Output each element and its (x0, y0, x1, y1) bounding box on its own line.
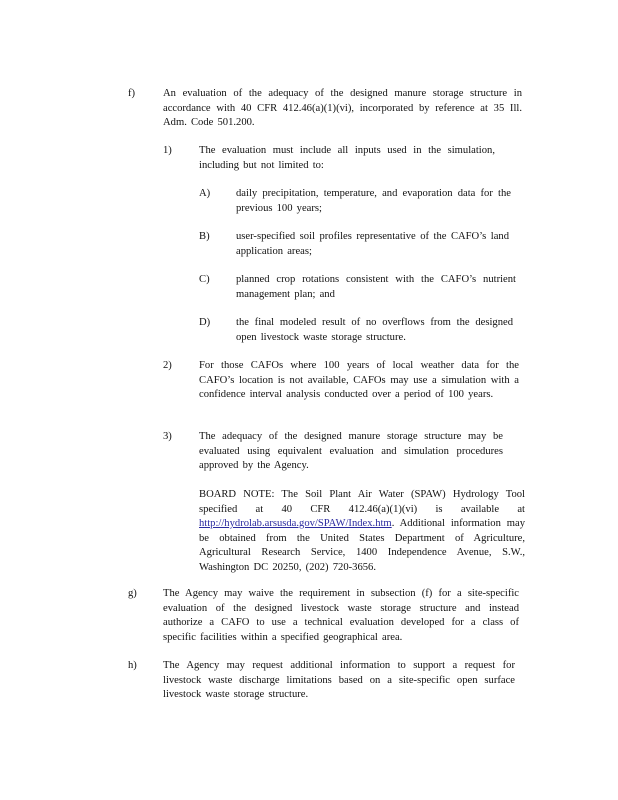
paragraph-f-1-B-text: user-specified soil profiles representative of the CAFO’s land application areas; (236, 231, 509, 257)
paragraph-f-text: An evaluation of the adequacy of the designed manure storage structure in accordance with 40 CFR 412.46(a)(1)(vi), incorporated by reference at 35 Ill. Adm. Code 501.200. (163, 88, 522, 128)
paragraph-g-label: g) (128, 588, 137, 599)
paragraph-f-1-C-label: C) (199, 274, 210, 285)
paragraph-f-2-text: For those CAFOs where 100 years of local weather data for the CAFO’s location is not available, CAFOs may use a simulation with a confidence interval analysis conducted over a period of 100 years. (199, 360, 519, 400)
paragraph-f-1-D-label: D) (199, 317, 211, 328)
paragraph-f-1-A-text: daily precipitation, temperature, and evaporation data for the previous 100 years; (236, 188, 511, 214)
spaw-link[interactable]: http://hydrolab.arsusda.gov/SPAW/Index.htm (199, 518, 392, 529)
paragraph-h-label: h) (128, 660, 137, 671)
paragraph-g-text: The Agency may waive the requirement in subsection (f) for a site-specific evaluation of the designed livestock waste storage structure and instead authorize a CAFO to use a technical evaluation developed for a class of specific facilities within a specified geographical area. (163, 588, 519, 643)
board-note-prefix: BOARD NOTE: The Soil Plant Air Water (SPAW) Hydrology Tool specified at 40 CFR 412.46(a)(1)(vi) is available at (199, 489, 525, 515)
paragraph-f-1-D-text: the final modeled result of no overflows from the designed open livestock waste storage structure. (236, 317, 513, 343)
paragraph-f-3-label: 3) (163, 431, 172, 442)
paragraph-f-1-A-label: A) (199, 188, 211, 199)
board-note-suffix: . Additional information may be obtained from the United States Department of Agriculture, Agricultural Research Service, 1400 Independence Avenue, S.W., Washington DC 20250, (202) 720-3656. (199, 518, 525, 573)
paragraph-f-1-text: The evaluation must include all inputs used in the simulation, including but not limited to: (199, 145, 495, 171)
paragraph-f-1-B-label: B) (199, 231, 210, 242)
paragraph-f-label: f) (128, 88, 136, 99)
board-note (199, 488, 525, 575)
paragraph-h-text: The Agency may request additional information to support a request for livestock waste discharge limitations based on a site-specific open surface livestock waste storage structure. (163, 660, 515, 700)
paragraph-f-1-label: 1) (163, 145, 172, 156)
paragraph-f-2-label: 2) (163, 360, 172, 371)
paragraph-f-1-C-text: planned crop rotations consistent with the CAFO’s nutrient management plan; and (236, 274, 516, 300)
paragraph-f-3-text: The adequacy of the designed manure storage structure may be evaluated using equivalent evaluation and simulation procedures approved by the Agency. (199, 431, 503, 471)
